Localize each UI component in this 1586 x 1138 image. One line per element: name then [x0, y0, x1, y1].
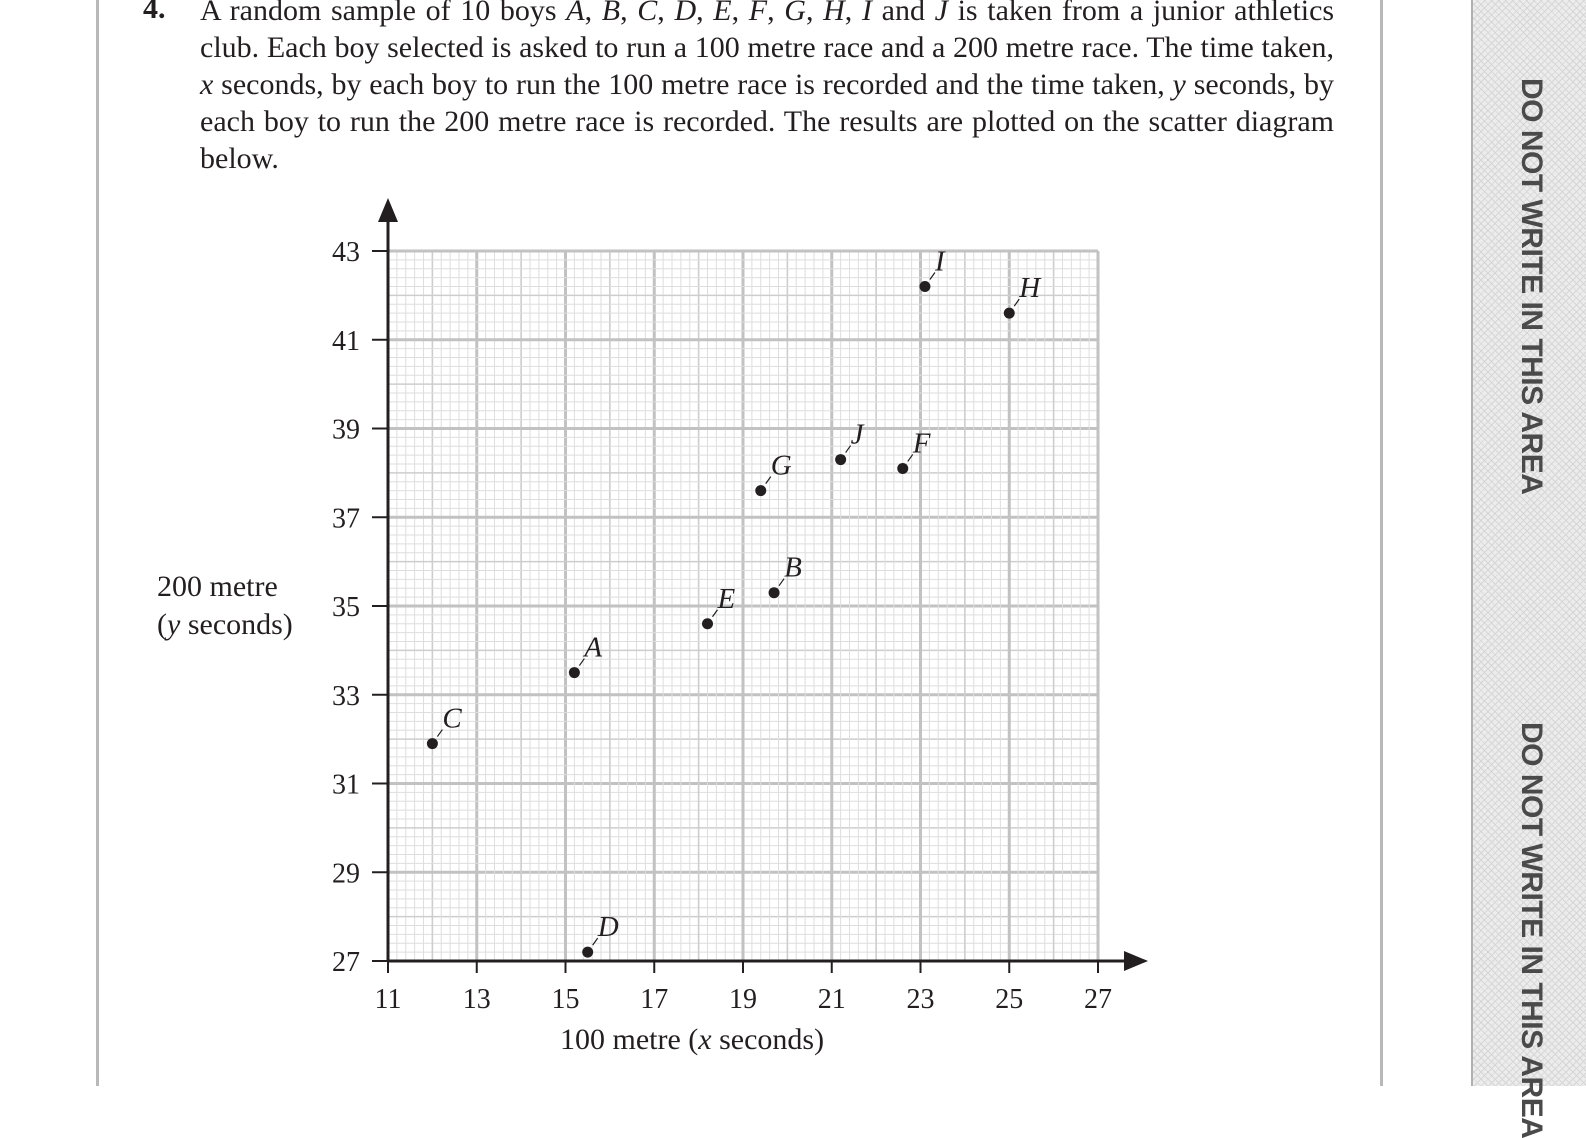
x-tick-label: 27	[1084, 984, 1112, 1015]
point-label-c: C	[442, 702, 462, 735]
point-label-a: A	[584, 631, 603, 664]
question-variable: A	[566, 0, 585, 27]
question-variable: x	[200, 68, 214, 101]
x-label-units: seconds)	[711, 1023, 825, 1056]
question-text-segment: ,	[657, 0, 675, 27]
question-text-segment: seconds, by each boy to run the 200 metre race is recorded. The results are plotted on the scatter diagram below.	[200, 68, 1334, 175]
y-label-units: seconds)	[180, 608, 293, 641]
question-variable: B	[601, 0, 621, 27]
y-label-variable: y	[167, 608, 181, 641]
data-point-a	[569, 667, 580, 678]
point-label-i: I	[934, 245, 945, 278]
x-tick-label: 21	[817, 984, 846, 1015]
data-point-d	[582, 947, 593, 958]
question-variable: J	[934, 0, 948, 27]
x-tick-label: 23	[906, 984, 935, 1015]
question-text-segment: ,	[696, 0, 714, 27]
question-variable: E	[713, 0, 732, 27]
x-tick-label: 11	[374, 984, 402, 1015]
y-tick-label: 43	[332, 237, 360, 268]
question-text-segment: ,	[731, 0, 749, 27]
question-text-segment: A random sample of 10 boys	[200, 0, 567, 27]
question-variable: H	[823, 0, 845, 27]
question-variable: F	[748, 0, 768, 27]
question-text-segment: and	[871, 0, 935, 27]
data-point-h	[1004, 308, 1015, 319]
margin-warning-top-text: DO NOT WRITE IN THIS AREA	[1515, 78, 1548, 495]
x-axis-arrow-icon	[1124, 951, 1148, 971]
data-point-c	[427, 738, 438, 749]
y-axis-arrow-icon	[378, 198, 398, 222]
x-tick-label: 17	[640, 984, 669, 1015]
x-tick-label: 13	[462, 984, 491, 1015]
point-label-b: B	[784, 551, 802, 584]
point-label-e: E	[717, 582, 736, 615]
question-variable: D	[674, 0, 697, 27]
point-label-g: G	[770, 449, 792, 482]
question-number: 4.	[143, 0, 166, 25]
question-variable: G	[784, 0, 806, 27]
point-label-j: J	[850, 418, 864, 451]
data-point-j	[835, 454, 846, 465]
y-label-paren: (	[157, 608, 167, 641]
question-text-segment: ,	[844, 0, 862, 27]
question-text-segment: ,	[620, 0, 638, 27]
point-label-h: H	[1019, 272, 1041, 305]
y-tick-label: 31	[332, 769, 360, 801]
y-tick-label: 39	[332, 414, 360, 446]
x-label-variable: x	[698, 1023, 712, 1056]
question-variable: C	[637, 0, 658, 27]
y-tick-label: 35	[332, 592, 360, 623]
question-variable: y	[1172, 68, 1186, 101]
data-point-i	[919, 281, 930, 292]
y-tick-label: 41	[332, 325, 360, 357]
y-tick-label: 33	[332, 680, 360, 712]
x-tick-label: 15	[551, 984, 580, 1015]
question-text-segment: ,	[584, 0, 602, 27]
x-tick-label: 19	[729, 984, 757, 1015]
data-point-e	[702, 618, 713, 629]
question-text-segment: is taken from a junior athletics club. Each boy selected is asked to run a 100 metre race and a 200 metre race. The time taken,	[200, 0, 1335, 64]
x-label-text: 100 metre (	[560, 1023, 699, 1056]
x-tick-label: 25	[995, 984, 1024, 1015]
point-label-d: D	[597, 911, 619, 944]
question-text-segment: seconds, by each boy to run the 100 metre race is recorded and the time taken,	[213, 68, 1173, 101]
question-text-segment: ,	[767, 0, 785, 27]
y-tick-label: 29	[332, 858, 360, 890]
data-point-b	[769, 587, 780, 598]
y-tick-label: 37	[332, 503, 360, 535]
margin-warning-bottom-text: DO NOT WRITE IN THIS AREA	[1515, 722, 1548, 1138]
point-label-f: F	[912, 427, 931, 460]
data-point-f	[897, 463, 908, 474]
y-axis-label-line1: 200 metre	[157, 570, 278, 603]
question-variable: I	[861, 0, 872, 27]
question-text-segment: ,	[805, 0, 824, 27]
data-point-g	[755, 485, 766, 496]
y-tick-label: 27	[332, 947, 360, 978]
